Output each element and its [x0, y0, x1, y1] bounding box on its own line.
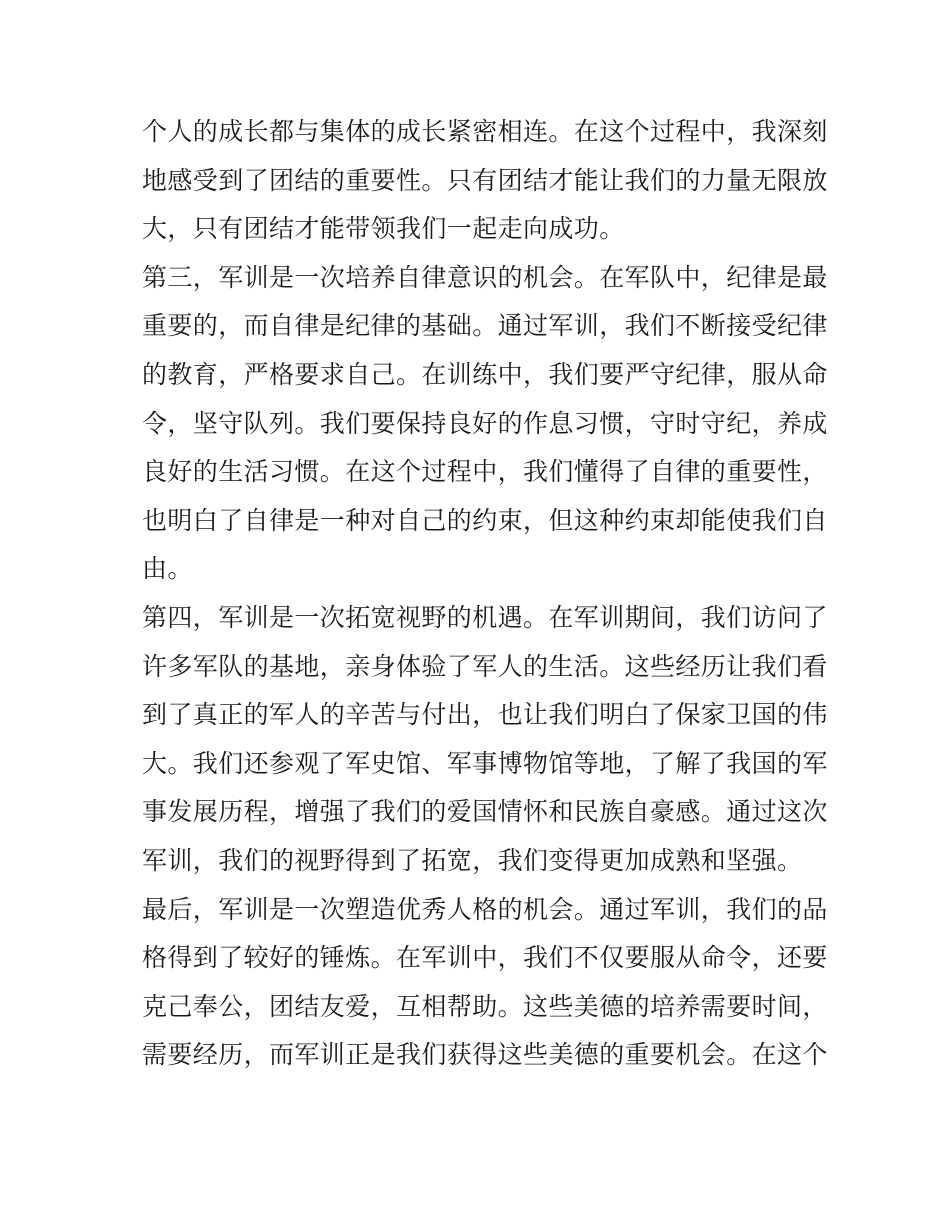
text-line: 由。: [142, 554, 193, 584]
text-line: 军训，我们的视野得到了拓宽，我们变得更加成熟和坚强。: [142, 845, 803, 875]
text-line: 令，坚守队列。我们要保持良好的作息习惯，守时守纪，养成: [142, 408, 828, 438]
text-line: 最后，军训是一次塑造优秀人格的机会。通过军训，我们的品: [142, 894, 828, 924]
text-line: 也明白了自律是一种对自己的约束，但这种约束却能使我们自: [142, 505, 828, 535]
text-line: 到了真正的军人的辛苦与付出，也让我们明白了保家卫国的伟: [142, 700, 828, 730]
text-line: 需要经历，而军训正是我们获得这些美德的重要机会。在这个: [142, 1040, 828, 1070]
body-text: [142, 108, 828, 1080]
text-line: 大，只有团结才能带领我们一起走向成功。: [142, 214, 625, 244]
text-line: 地感受到了团结的重要性。只有团结才能让我们的力量无限放: [142, 165, 828, 195]
text-line: 第四，军训是一次拓宽视野的机遇。在军训期间，我们访问了: [142, 602, 828, 632]
text-line: 许多军队的基地，亲身体验了军人的生活。这些经历让我们看: [142, 651, 828, 681]
text-line: 格得到了较好的锤炼。在军训中，我们不仅要服从命令，还要: [142, 943, 828, 973]
text-line: 事发展历程，增强了我们的爱国情怀和民族自豪感。通过这次: [142, 797, 828, 827]
text-line: 大。我们还参观了军史馆、军事博物馆等地，了解了我国的军: [142, 748, 828, 778]
text-line: 第三，军训是一次培养自律意识的机会。在军队中，纪律是最: [142, 262, 828, 292]
text-line: 克己奉公，团结友爱，互相帮助。这些美德的培养需要时间，: [142, 991, 828, 1021]
text-line: 个人的成长都与集体的成长紧密相连。在这个过程中，我深刻: [142, 117, 828, 146]
text-line: 重要的，而自律是纪律的基础。通过军训，我们不断接受纪律: [142, 311, 828, 341]
text-line: 良好的生活习惯。在这个过程中，我们懂得了自律的重要性，: [142, 457, 828, 487]
text-line: 的教育，严格要求自己。在训练中，我们要严守纪律，服从命: [142, 359, 828, 389]
